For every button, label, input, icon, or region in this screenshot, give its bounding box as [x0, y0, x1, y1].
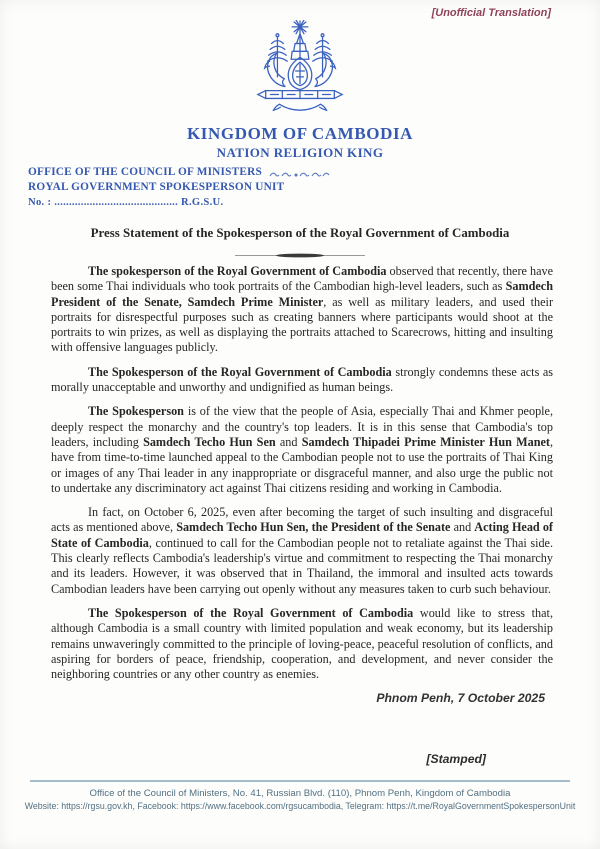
title-divider-ornament	[0, 246, 600, 254]
kingdom-title: KINGDOM OF CAMBODIA	[186, 124, 414, 143]
paragraph: The Spokesperson of the Royal Government of Cambodia strongly condemns these acts as morally unacceptable and unworthy and undignified as human beings.	[51, 364, 554, 395]
star-rays	[292, 20, 308, 34]
footer-address: Office of the Council of Ministers, No. 41, Russian Blvd. (110), Phnom Penh, Kingdom of Cambodia	[89, 788, 511, 800]
national-motto: NATION RELIGION KING	[216, 145, 384, 160]
central-shield	[288, 57, 312, 89]
footer-divider	[30, 780, 570, 782]
paragraph: The spokesperson of the Royal Government of Cambodia observed that recently, there have been some Thai individuals who took portraits of the Cambodian high-level leaders, such as Samdech President of the Senate, Samdech Prime Minister, as well as military leaders, and used their portraits for disrespectful purposes such as creating banners where participants would shoot at the portraits to win prizes, as well as displaying the portraits attached to Scarecrows, hitting and insulting with offensive languages publicly.	[51, 264, 554, 355]
footer	[0, 787, 600, 813]
footer-links: Website: https://rgsu.gov.kh, Facebook: https://www.facebook.com/rgsucambodia, Telegram: https://t.me/RoyalGovernmentSpokespersonUnit	[24, 801, 576, 812]
right-parasol	[313, 34, 333, 77]
office-line-1: OFFICE OF THE COUNCIL OF MINISTERS	[28, 166, 262, 178]
paragraph: The Spokesperson is of the view that the people of Asia, especially Thai and Khmer people, deeply respect the monarchy and the country's top leaders. It is in this sense that Cambodia's top leaders, including Samdech Techo Hun Sen and Samdech Thipadei Prime Minister Hun Manet, have from time-to-time launched appeal to the Cambodian people not to use the portraits of Thai King or images of any Thai leader in any inappropriate or disgraceful manner, and also urge the public not to undertake any discriminatory act against Thai citizens residing and working in Cambodia.	[51, 404, 554, 495]
office-block	[28, 165, 284, 210]
royal-arms-of-cambodia-icon	[0, 20, 600, 122]
paragraph: In fact, on October 6, 2025, even after becoming the target of such insulting and disgraceful acts as mentioned above, Samdech Techo Hun Sen, the President of the Senate and Acting Head of State of Cambodia, continued to call for the Cambodian people not to retaliate against the Thai side. This clearly reflects Cambodia's leadership's virtue and commitment to respecting the Thai monarchy and its leaders. However, it was observed that in Thailand, the immoral and insulted acts towards Cambodian leaders have been carrying out openly without any measures taken to curb such behaviour.	[51, 505, 554, 596]
document-title: Press Statement of the Spokesperson of the Royal Government of Cambodia	[90, 226, 510, 240]
pedestal-ribbon	[258, 91, 342, 99]
dateline: Phnom Penh, 7 October 2025	[376, 691, 545, 706]
stamp-note: [Stamped]	[426, 752, 486, 767]
letterhead-row	[0, 163, 600, 217]
unofficial-translation-note: [Unofficial Translation]	[431, 7, 551, 19]
office-line-2: ROYAL GOVERNMENT SPOKESPERSON UNIT	[28, 181, 285, 193]
left-parasol	[268, 34, 288, 77]
reference-number-line: No. : .......................................... R.G.S.U.	[28, 197, 224, 208]
paragraph: The Spokesperson of the Royal Government of Cambodia would like to stress that, although Cambodia is a small country with limited population and weak economy, but its leadership remains unwaveringly committed to the principle of loving-peace, peaceful resolution of conflicts, and aspiring for borders of peace, friendship, cooperation, and development, and never consider the neighboring countries or any other country as enemies.	[51, 605, 553, 682]
document-body	[51, 264, 553, 682]
